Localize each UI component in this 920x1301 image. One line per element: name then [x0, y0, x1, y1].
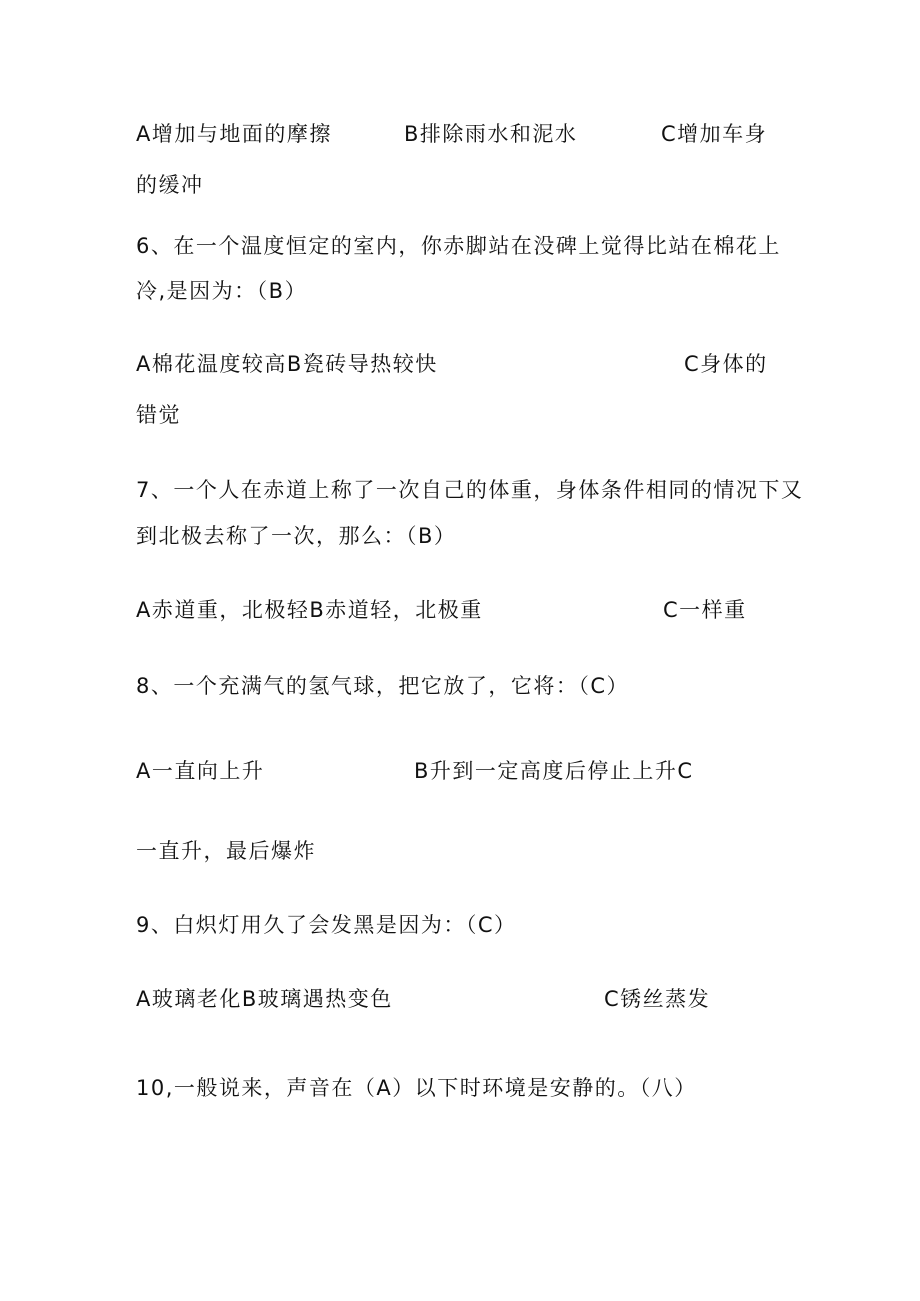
q9-option-c: C锈丝蒸发: [604, 987, 711, 1011]
q10-question: 10,一般说来，声音在（A）以下时环境是安静的。（八）: [136, 1076, 697, 1100]
q9-question: 9、白炽灯用久了会发黑是因为：（C）: [136, 913, 517, 937]
q6-question-line1: 6、在一个温度恒定的室内，你赤脚站在没碑上觉得比站在棉花上: [136, 234, 781, 258]
q8-option-a: A一直向上升: [136, 759, 265, 783]
q6-option-c: C身体的: [684, 352, 768, 376]
q7-option-c: C一样重: [663, 598, 747, 622]
q5-option-b: B排除雨水和泥水: [404, 122, 578, 146]
q5-option-c-continuation: 的缓冲: [136, 173, 204, 197]
q6-question-line2: 冷,是因为：（B）: [136, 279, 308, 303]
q8-question: 8、一个充满气的氢气球，把它放了，它将：（C）: [136, 674, 630, 698]
q5-option-c: C增加车身: [661, 122, 768, 146]
q6-options-ab: A棉花温度较高B瓷砖导热较快: [136, 352, 438, 376]
q6-option-c-continuation: 错觉: [136, 403, 181, 427]
q7-options-ab: A赤道重，北极轻B赤道轻，北极重: [136, 598, 483, 622]
q9-options-ab: A玻璃老化B玻璃遇热变色: [136, 987, 393, 1011]
q5-option-a: A增加与地面的摩擦: [136, 122, 332, 146]
q7-question-line1: 7、一个人在赤道上称了一次自己的体重，身体条件相同的情况下又: [136, 478, 804, 502]
q7-question-line2: 到北极去称了一次，那么：（B）: [136, 524, 457, 548]
q8-options-bc: B升到一定高度后停止上升C: [414, 759, 694, 783]
q8-option-c-continuation: 一直升，最后爆炸: [136, 839, 316, 863]
